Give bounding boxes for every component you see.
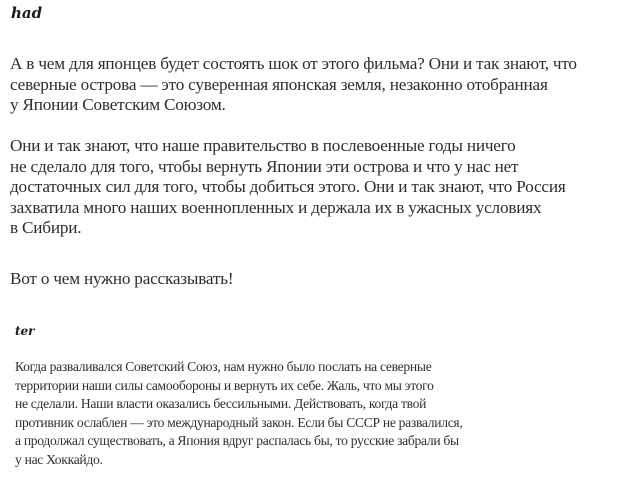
text-line: достаточных сил для того, чтобы добиться этого. Они и так знают, что Россия xyxy=(10,177,566,196)
text-line: не сделало для того, чтобы вернуть Японии эти острова и что у нас нет xyxy=(10,156,519,176)
text-line: у нас Хоккайдо. xyxy=(15,451,103,467)
comment-paragraph xyxy=(10,269,233,290)
text-line: а продолжал существовать, а Япония вдруг распалась бы, то русские забрали бы xyxy=(15,433,459,448)
text-line: северные острова — это суверенная японская земля, незаконно отобранная xyxy=(10,74,548,94)
text-line: Они и так знают, что наше правительство в послевоенные годы ничего xyxy=(10,136,516,155)
text-line: у Японии Советским Союзом. xyxy=(10,95,226,114)
comment-paragraph xyxy=(15,358,462,469)
text-line: А в чем для японцев будет состоять шок от этого фильма? Они и так знают, что xyxy=(10,54,577,73)
comment-paragraph xyxy=(10,54,577,116)
text-line: Когда разваливался Советский Союз, нам нужно было послать на северные xyxy=(15,359,432,374)
text-line: территории наши силы самообороны и вернуть их себе. Жаль, что мы этого xyxy=(15,377,434,393)
comment-paragraph xyxy=(10,136,566,239)
text-line: захватила много наших военнопленных и держала их в ужасных условиях xyxy=(10,197,542,217)
text-line: в Сибири. xyxy=(10,218,82,237)
text-line: противник ослаблен — это международный закон. Если бы СССР не развалился, xyxy=(15,414,463,430)
text-line: Вот о чем нужно рассказывать! xyxy=(10,269,234,288)
text-line: не сделали. Наши власти оказались бессильными. Действовать, когда твой xyxy=(15,396,427,411)
comment-author: ter xyxy=(15,324,35,338)
comment-author: had xyxy=(11,4,43,22)
